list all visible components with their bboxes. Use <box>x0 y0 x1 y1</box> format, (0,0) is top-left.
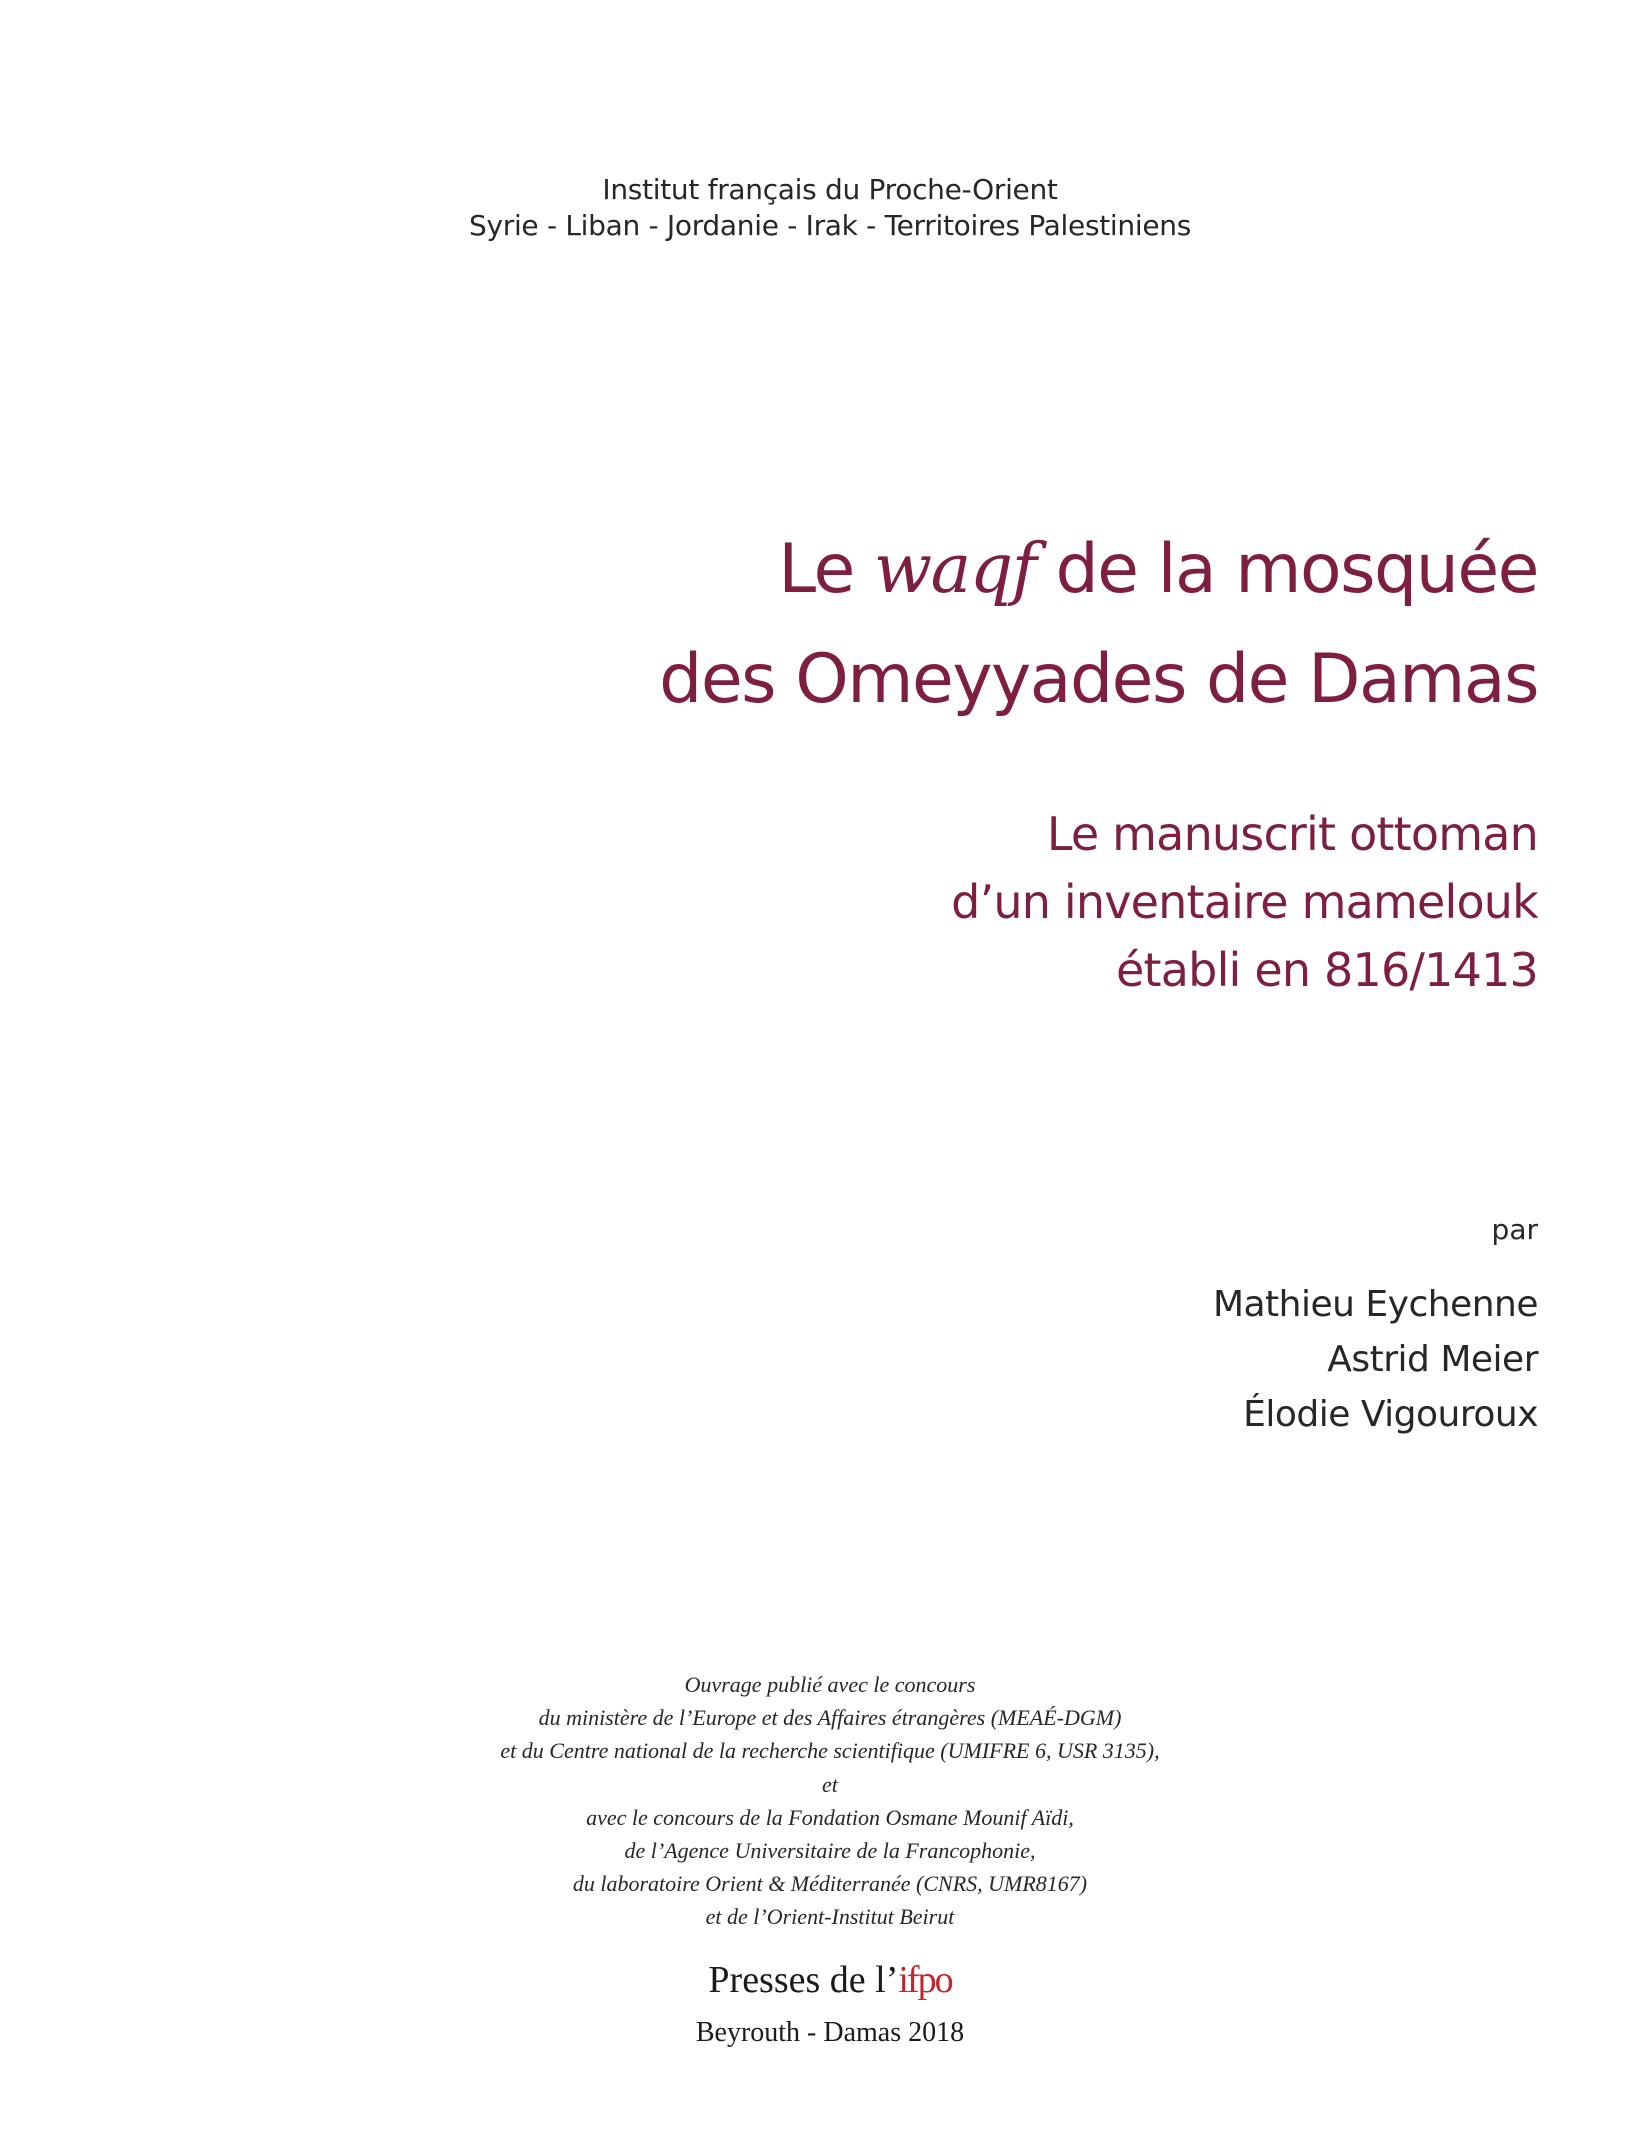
support-line: du laboratoire Orient & Méditerranée (CNRS, UMR8167) <box>572 1871 1088 1897</box>
place-and-date: Beyrouth - Damas 2018 <box>695 2017 965 2048</box>
author-name: Astrid Meier <box>1327 1339 1538 1380</box>
support-line: et <box>822 1771 838 1797</box>
author-name: Élodie Vigouroux <box>1243 1394 1538 1435</box>
byline-par: par <box>1491 1213 1538 1246</box>
author-name: Mathieu Eychenne <box>1212 1284 1538 1325</box>
support-line: du ministère de l’Europe et des Affaires étrangères (MEAÉ-DGM) <box>538 1705 1122 1731</box>
support-line: et de l’Orient-Institut Beirut <box>705 1904 955 1930</box>
book-title <box>438 515 1538 735</box>
support-notice <box>0 1668 1643 1934</box>
title-italic-word: waqf <box>873 530 1036 609</box>
institute-countries: Syrie - Liban - Jordanie - Irak - Territoires Palestiniens <box>469 209 1191 242</box>
institute-name: Institut français du Proche-Orient <box>602 173 1058 206</box>
support-line: avec le concours de la Fondation Osmane Mounif Aïdi, <box>586 1804 1074 1830</box>
title-text-before: Le <box>778 530 874 609</box>
subtitle-line-2: d’un inventaire mamelouk <box>951 875 1538 929</box>
ifpo-logo: ifpo <box>898 1959 952 2001</box>
support-line: Ouvrage publié avec le concours <box>684 1672 976 1697</box>
book-title-line-1 <box>438 515 1538 625</box>
institute-header <box>0 172 1643 244</box>
book-subtitle <box>438 800 1538 1004</box>
support-line: et du Centre national de la recherche scientifique (UMIFRE 6, USR 3135), <box>500 1738 1160 1764</box>
author-list <box>738 1277 1538 1442</box>
subtitle-line-1: Le manuscrit ottoman <box>1046 807 1538 861</box>
book-title-line-2: des Omeyyades de Damas <box>659 640 1538 719</box>
subtitle-line-3: établi en 816/1413 <box>1116 943 1538 997</box>
publisher-line <box>0 1955 1643 2005</box>
publisher-prefix: Presses de l’ <box>708 1959 899 2001</box>
title-text-after: de la mosquée <box>1035 530 1538 609</box>
support-line: de l’Agence Universitaire de la Francophonie, <box>624 1838 1036 1864</box>
